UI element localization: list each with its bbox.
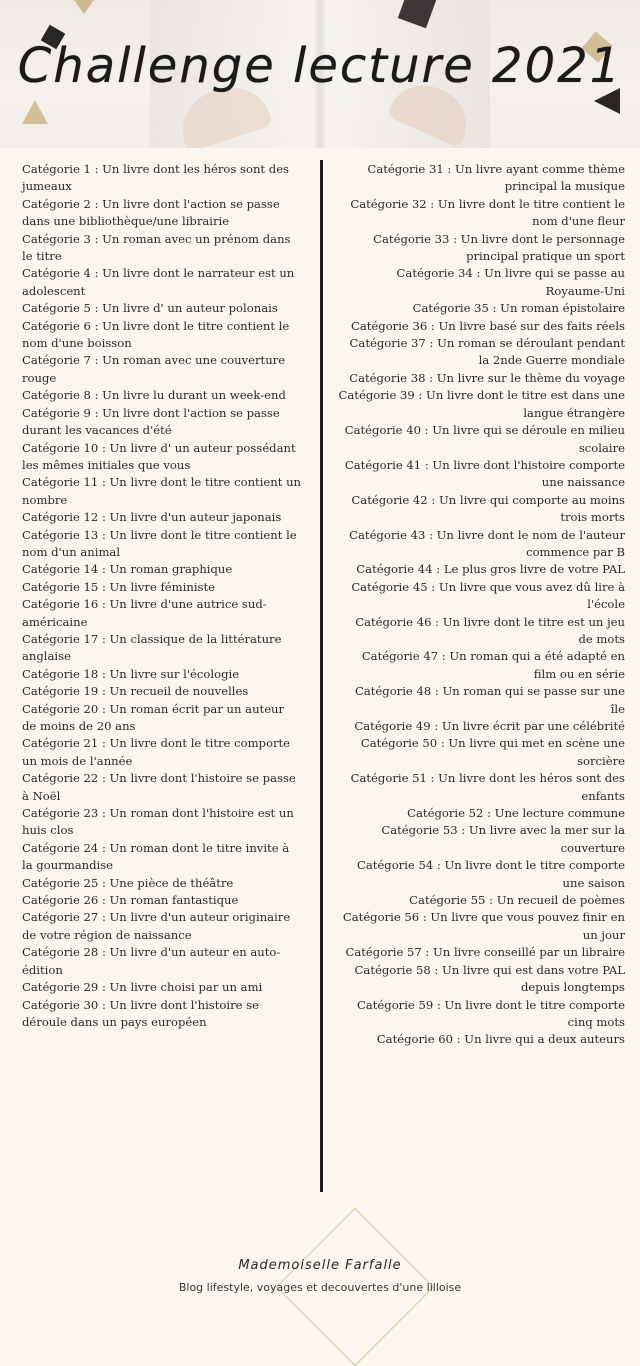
category-item: Catégorie 4 : Un livre dont le narrateur est un adolescent — [22, 266, 295, 298]
category-item: Catégorie 7 : Un roman avec une couverture rouge — [22, 353, 286, 385]
category-item: Catégorie 23 : Un roman dont l'histoire est un huis clos — [22, 806, 294, 838]
category-item: Catégorie 40 : Un livre qui se déroule en milieu scolaire — [344, 423, 625, 455]
category-list-left — [22, 161, 302, 1031]
brand-tagline: Blog lifestyle, voyages et decouvertes d'une lilloise — [178, 1281, 462, 1294]
category-item: Catégorie 53 : Un livre avec la mer sur la couverture — [381, 823, 625, 855]
category-item: Catégorie 24 : Un roman dont le titre invite à la gourmandise — [22, 840, 290, 873]
category-item: Catégorie 39 : Un livre dont le titre est dans une langue étrangère — [338, 388, 625, 420]
category-list-right — [338, 161, 625, 1049]
category-item: Catégorie 36 : Un livre basé sur des faits réels — [350, 318, 625, 333]
category-item: Catégorie 35 : Un roman épistolaire — [412, 301, 625, 316]
category-item: Catégorie 51 : Un livre dont les héros sont des enfants — [350, 771, 625, 803]
category-item: Catégorie 37 : Un roman se déroulant pendant la 2nde Guerre mondiale — [349, 336, 625, 368]
category-item: Catégorie 15 : Un livre féministe — [22, 579, 216, 594]
category-item: Catégorie 49 : Un livre écrit par une célébrité — [354, 719, 625, 733]
category-item: Catégorie 21 : Un livre dont le titre comporte un mois de l'année — [22, 736, 291, 768]
category-item: Catégorie 1 : Un livre dont les héros sont des jumeaux — [22, 162, 290, 194]
category-item: Catégorie 47 : Un roman qui a été adapté en film ou en série — [361, 649, 625, 681]
category-item: Catégorie 19 : Un recueil de nouvelles — [22, 684, 249, 699]
category-item: Catégorie 6 : Un livre dont le titre contient le nom d'une boisson — [22, 318, 290, 351]
category-item: Catégorie 10 : Un livre d' un auteur possédant les mêmes initiales que vous — [22, 440, 296, 472]
category-item: Catégorie 22 : Un livre dont l'histoire se passe à Noël — [22, 771, 296, 803]
category-item: Catégorie 33 : Un livre dont le personnage principal pratique un sport — [373, 231, 625, 264]
category-item: Catégorie 16 : Un livre d'une autrice sud-américaine — [22, 597, 267, 629]
category-item: Catégorie 43 : Un livre dont le nom de l'auteur commence par B — [349, 527, 625, 559]
category-item: Catégorie 13 : Un livre dont le titre contient le nom d'un animal — [22, 527, 297, 559]
category-item: Catégorie 60 : Un livre qui a deux auteurs — [376, 1032, 625, 1047]
category-item: Catégorie 42 : Un livre qui comporte au moins trois morts — [351, 492, 625, 525]
column-divider — [320, 160, 323, 1192]
category-item: Catégorie 48 : Un roman qui se passe sur une île — [354, 684, 625, 716]
category-item: Catégorie 57 : Un livre conseillé par un libraire — [345, 945, 625, 960]
category-item: Catégorie 20 : Un roman écrit par un auteur de moins de 20 ans — [22, 701, 285, 733]
category-item: Catégorie 31 : Un livre ayant comme thème principal la musique — [367, 162, 625, 194]
category-item: Catégorie 52 : Une lecture commune — [407, 806, 625, 821]
category-item: Catégorie 55 : Un recueil de poèmes — [409, 893, 625, 908]
category-item: Catégorie 8 : Un livre lu durant un week-end — [22, 388, 286, 403]
category-item: Catégorie 32 : Un livre dont le titre contient le nom d'une fleur — [350, 196, 625, 229]
category-item: Catégorie 27 : Un livre d'un auteur originaire de votre région de naissance — [22, 910, 291, 942]
category-item: Catégorie 28 : Un livre d'un auteur en auto-édition — [22, 945, 281, 977]
category-item: Catégorie 46 : Un livre dont le titre est un jeu de mots — [355, 614, 625, 646]
category-item: Catégorie 26 : Un roman fantastique — [22, 893, 239, 908]
header-banner — [0, 0, 640, 148]
category-item: Catégorie 17 : Un classique de la littérature anglaise — [22, 631, 282, 664]
category-item: Catégorie 2 : Un livre dont l'action se passe dans une bibliothèque/une librairie — [22, 196, 280, 229]
gold-triangle-decoration — [22, 100, 48, 124]
category-item: Catégorie 30 : Un livre dont l'histoire se déroule dans un pays européen — [22, 997, 259, 1029]
category-item: Catégorie 45 : Un livre que vous avez dû lire à l'école — [351, 579, 625, 612]
category-item: Catégorie 59 : Un livre dont le titre comporte cinq mots — [356, 997, 625, 1029]
category-item: Catégorie 11 : Un livre dont le titre contient un nombre — [22, 475, 302, 507]
category-item: Catégorie 5 : Un livre d' un auteur polonais — [22, 301, 278, 316]
category-item: Catégorie 44 : Le plus gros livre de votre PAL — [356, 562, 625, 577]
category-item: Catégorie 41 : Un livre dont l'histoire comporte une naissance — [344, 457, 625, 490]
category-item: Catégorie 54 : Un livre dont le titre comporte une saison — [356, 858, 625, 890]
category-item: Catégorie 38 : Un livre sur le thème du voyage — [349, 370, 625, 385]
category-item: Catégorie 50 : Un livre qui met en scène une sorcière — [360, 736, 625, 768]
category-item: Catégorie 56 : Un livre que vous pouvez finir en un jour — [342, 910, 625, 942]
brand-name: Mademoiselle Farfalle — [238, 1258, 402, 1273]
category-item: Catégorie 25 : Une pièce de théâtre — [22, 875, 234, 890]
category-item: Catégorie 18 : Un livre sur l'écologie — [22, 666, 240, 681]
category-item: Catégorie 58 : Un livre qui est dans votre PAL depuis longtemps — [354, 962, 625, 995]
category-item: Catégorie 12 : Un livre d'un auteur japonais — [22, 510, 282, 525]
gold-triangle-decoration — [74, 0, 94, 14]
category-item: Catégorie 9 : Un livre dont l'action se passe durant les vacances d'été — [22, 405, 280, 438]
category-item: Catégorie 3 : Un roman avec un prénom dans le titre — [22, 231, 291, 264]
category-item: Catégorie 14 : Un roman graphique — [22, 562, 233, 577]
category-item: Catégorie 34 : Un livre qui se passe au Royaume-Uni — [396, 266, 625, 298]
page-title: Challenge lecture 2021 — [17, 38, 623, 94]
category-item: Catégorie 29 : Un livre choisi par un ami — [22, 980, 263, 995]
